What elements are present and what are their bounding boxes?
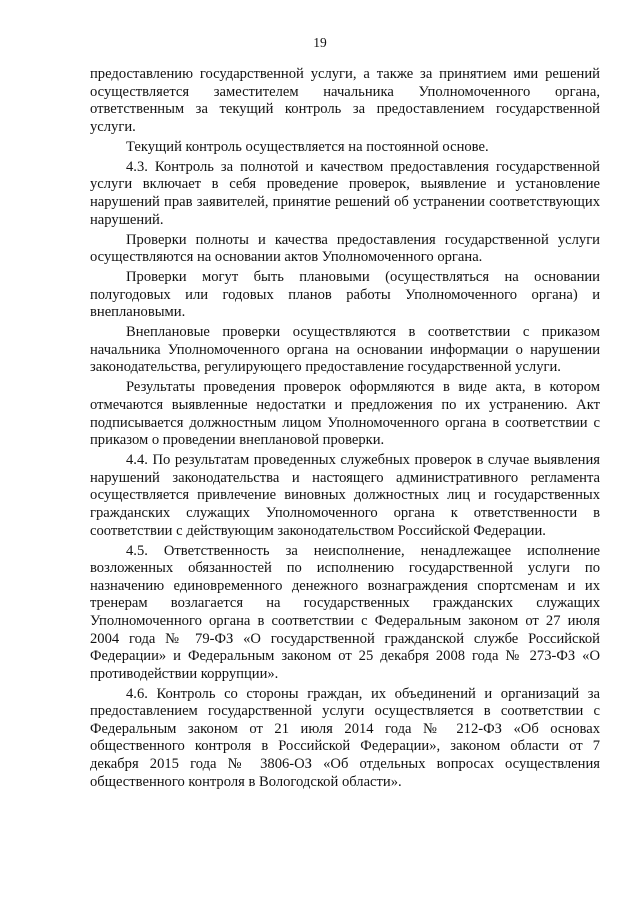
paragraph-4-3: 4.3. Контроль за полнотой и качеством предоставления государственной услуги включает в себя проведение проверок, выявление и установление нарушений прав заявителей, принятие решений об устранении соответствующих нарушений. <box>90 158 600 228</box>
paragraph-unscheduled-inspections: Внеплановые проверки осуществляются в соответствии с приказом начальника Уполномоченного органа на основании информации о нарушении законодательства, регулирующего предоставление государственной услуги. <box>90 324 600 376</box>
paragraph-4-6: 4.6. Контроль со стороны граждан, их объединений и организаций за предоставлением государственной услуги осуществляется в соответствии с Федеральным законом от 21 июля 2014 года № 212-ФЗ «Об основах общественного контроля в Российской Федерации», законом области от 7 декабря 2015 года № 3806-ОЗ «Об отдельных вопросах осуществления общественного контроля в Вологодской области». <box>90 685 600 790</box>
document-body <box>90 66 600 794</box>
page-number: 19 <box>313 35 327 50</box>
paragraph-inspections-basis: Проверки полноты и качества предоставления государственной услуги осуществляются на основании актов Уполномоченного органа. <box>90 231 600 266</box>
paragraph-inspections-types: Проверки могут быть плановыми (осуществляться на основании полугодовых или годовых планов работы Уполномоченного органа) и внеплановыми. <box>90 269 600 321</box>
paragraph-continuation: предоставлению государственной услуги, а также за принятием ими решений осуществляется заместителем начальника Уполномоченного органа, ответственным за текущий контроль за предоставлением государственной услуги. <box>90 66 600 135</box>
paragraph-inspection-results: Результаты проведения проверок оформляются в виде акта, в котором отмечаются выявленные недостатки и предложения по их устранению. Акт подписывается должностным лицом Уполномоченного органа в соответствии с приказом о проведении внеплановой проверки. <box>90 379 600 449</box>
paragraph-4-5: 4.5. Ответственность за неисполнение, ненадлежащее исполнение возложенных обязанностей по исполнению государственной услуги по назначению единовременного денежного вознаграждения спортсменам и их тренерам возлагается на государственных гражданских служащих Уполномоченного органа в соответствии с Федеральным законом от 27 июля 2004 года № 79-ФЗ «О государственной гражданской службе Российской Федерации» и Федеральным законом от 25 декабря 2008 года № 273-ФЗ «О противодействии коррупции». <box>90 542 600 682</box>
paragraph-4-4: 4.4. По результатам проведенных служебных проверок в случае выявления нарушений законодательства и настоящего административного регламента осуществляется привлечение виновных должностных лиц и государственных гражданских служащих Уполномоченного органа к ответственности в соответствии с действующим законодательством Российской Федерации. <box>90 452 600 539</box>
paragraph-current-control: Текущий контроль осуществляется на постоянной основе. <box>126 138 489 155</box>
